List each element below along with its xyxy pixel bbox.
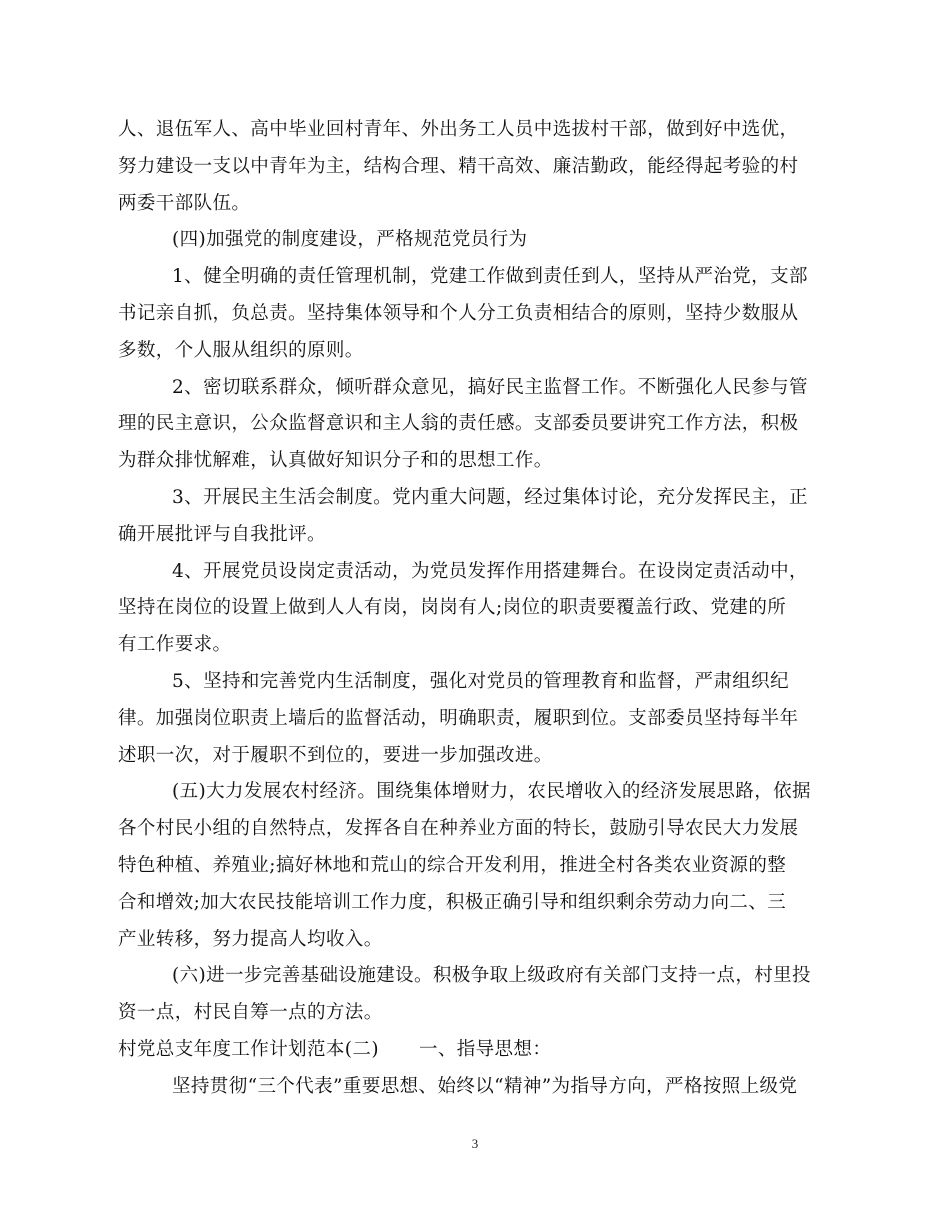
document-body: [118, 112, 832, 1106]
section-heading-4: (四)加强党的制度建设，严格规范党员行为: [172, 229, 528, 251]
page-number: 3: [471, 1136, 479, 1151]
text-line: 1、健全明确的责任管理机制，党建工作做到责任到人，坚持从严治党，支部: [172, 266, 808, 288]
text-line: 特色种植、养殖业;搞好林地和荒山的综合开发利用，推进全村各类农业资源的整: [118, 854, 787, 876]
text-line: 多数，个人服从组织的原则。: [118, 339, 364, 361]
section-subtitle: 一、指导思想：: [418, 1038, 552, 1060]
text-line: 坚持在岗位的设置上做到人人有岗，岗岗有人;岗位的职责要覆盖行政、党建的所: [118, 597, 787, 619]
section-title-line: [118, 1032, 832, 1069]
section-heading-5: (五)大力发展农村经济。围绕集体增财力，农民增收入的经济发展思路，依据: [172, 781, 811, 803]
text-line: 各个村民小组的自然特点，发挥各自在种养业方面的特长，鼓励引导农民大力发展: [118, 818, 799, 840]
text-line: 有工作要求。: [118, 634, 232, 656]
text-line: 合和增效;加大农民技能培训工作力度，积极正确引导和组织剩余劳动力向二、三: [118, 891, 787, 913]
text-line: 为群众排忧解难，认真做好知识分子和的思想工作。: [118, 450, 553, 472]
section-title: 村党总支年度工作计划范本(二): [118, 1038, 379, 1060]
text-line: 书记亲自抓，负总责。坚持集体领导和个人分工负责相结合的原则，坚持少数服从: [118, 302, 799, 324]
text-line: 人、退伍军人、高中毕业回村青年、外出务工人员中选拔村干部，做到好中选优，: [118, 119, 799, 140]
text-line: 两委干部队伍。: [118, 192, 251, 214]
text-line: 资一点，村民自筹一点的方法。: [118, 1002, 383, 1024]
text-line: 坚持贯彻“三个代表”重要思想、始终以“精神”为指导方向，严格按照上级党: [172, 1075, 798, 1097]
text-line: 5、坚持和完善党内生活制度，强化对党员的管理教育和监督，严肃组织纪: [172, 670, 789, 692]
text-line: 3、开展民主生活会制度。党内重大问题，经过集体讨论，充分发挥民主，正: [172, 486, 808, 508]
text-line: 产业转移，努力提高人均收入。: [118, 928, 383, 950]
text-line: 4、开展党员设岗定责活动，为党员发挥作用搭建舞台。在设岗定责活动中，: [172, 560, 808, 582]
text-line: 确开展批评与自我批评。: [118, 523, 326, 545]
text-line: 理的民主意识，公众监督意识和主人翁的责任感。支部委员要讲究工作方法，积极: [118, 413, 799, 435]
text-line: 努力建设一支以中青年为主，结构合理、精干高效、廉洁勤政，能经得起考验的村: [118, 155, 799, 177]
text-line: 述职一次，对于履职不到位的，要进一步加强改进。: [118, 744, 553, 766]
section-heading-6: (六)进一步完善基础设施建设。积极争取上级政府有关部门支持一点，村里投: [172, 965, 811, 987]
text-line: 2、密切联系群众，倾听群众意见，搞好民主监督工作。不断强化人民参与管: [172, 376, 808, 398]
text-line: 律。加强岗位职责上墙后的监督活动，明确职责，履职到位。支部委员坚持每半年: [118, 707, 799, 729]
